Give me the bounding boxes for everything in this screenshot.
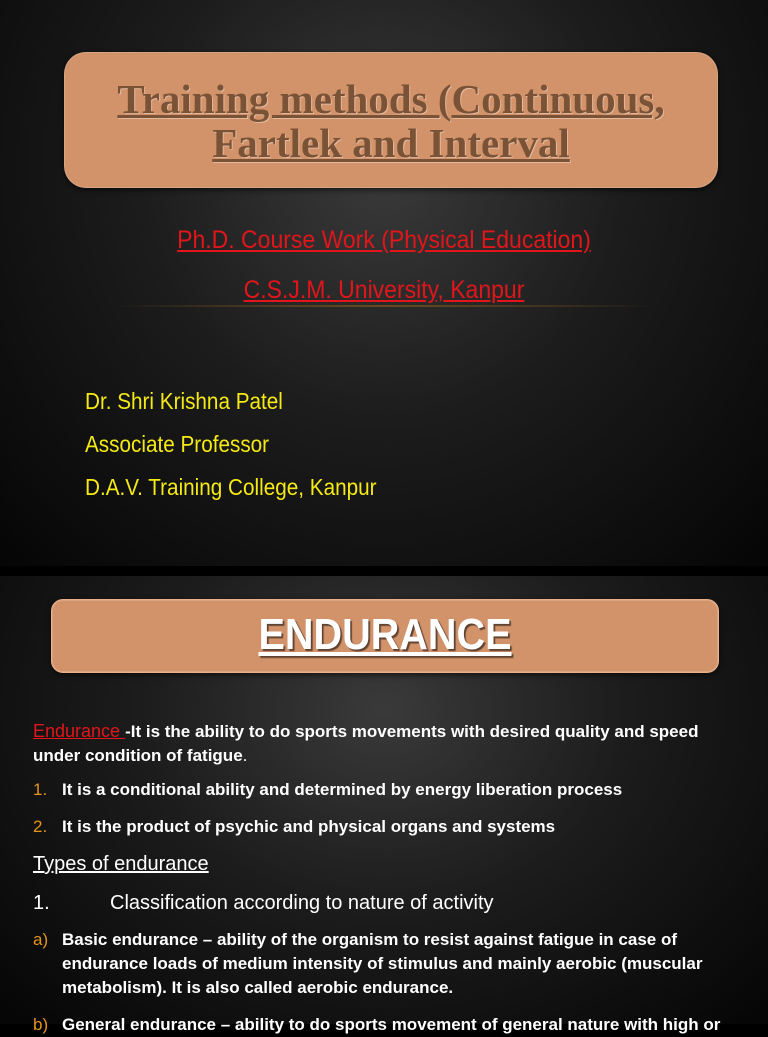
lettered-point <box>33 928 733 1000</box>
title-line-2: Fartlek and Interval <box>212 120 570 166</box>
endurance-slide <box>0 576 768 1034</box>
list-marker: 2. <box>33 817 48 836</box>
numbered-point <box>33 778 733 802</box>
numbered-point <box>33 815 733 839</box>
definition-end: . <box>242 746 248 765</box>
list-marker: a) <box>33 930 49 949</box>
author-affiliation: D.A.V. Training College, Kanpur <box>85 474 377 500</box>
point-text: Basic endurance – ability of the organism to resist against fatigue in case of endurance loads of medium intensity of stimulus and mainly aerobic (muscular metabolism). It is also called aerobic endurance. <box>62 930 703 997</box>
university-subtitle: C.S.J.M. University, Kanpur <box>243 276 525 304</box>
definition-term: Endurance <box>33 721 126 741</box>
classification-item <box>33 891 494 915</box>
author-title: Associate Professor <box>85 431 270 457</box>
point-text: It is the product of psychic and physical organs and systems <box>62 817 556 836</box>
point-text: It is a conditional ability and determined by energy liberation process <box>62 780 623 799</box>
lettered-point <box>33 1013 733 1037</box>
separator-line <box>110 305 658 307</box>
classification-text: Classification according to nature of activity <box>110 892 494 914</box>
point-text: General endurance – ability to do sports movement of general nature with high or <box>62 1015 721 1034</box>
endurance-title-banner <box>51 599 719 673</box>
classification-marker: 1. <box>33 892 50 914</box>
definition-paragraph <box>33 719 733 768</box>
author-name: Dr. Shri Krishna Patel <box>85 388 283 414</box>
title-line-1: Training methods (Continuous, <box>117 76 665 122</box>
title-banner <box>64 52 718 188</box>
types-heading: Types of endurance <box>33 853 209 875</box>
definition-text: -It is the ability to do sports movements with desired quality and speed under condition of fatigue <box>33 722 699 765</box>
endurance-title: ENDURANCE <box>258 610 512 659</box>
list-marker: 1. <box>33 780 48 799</box>
list-marker: b) <box>33 1015 49 1034</box>
course-subtitle: Ph.D. Course Work (Physical Education) <box>177 226 591 254</box>
